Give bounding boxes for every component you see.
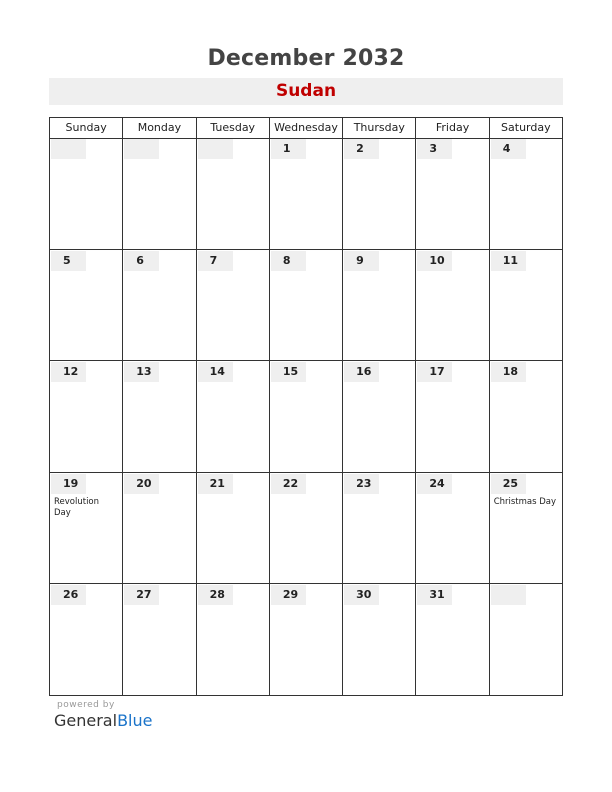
calendar-day-cell [490, 361, 562, 472]
day-number: 12 [51, 362, 86, 382]
calendar-day-cell [343, 250, 416, 361]
calendar-day-cell [123, 361, 196, 472]
calendar-day-cell [197, 250, 270, 361]
day-number: 2 [344, 139, 379, 159]
calendar-day-cell [490, 584, 562, 696]
calendar-day-cell [343, 361, 416, 472]
day-number: 15 [271, 362, 306, 382]
country-banner [49, 78, 563, 105]
day-number: 11 [491, 251, 526, 271]
calendar-day-cell [416, 250, 489, 361]
generalblue-logo[interactable] [54, 711, 152, 730]
day-number: 7 [198, 251, 233, 271]
day-number: 30 [344, 585, 379, 605]
holiday-label: Christmas Day [493, 496, 557, 507]
day-number: 21 [198, 474, 233, 494]
weekday-header-sunday: Sunday [50, 118, 123, 138]
calendar-day-cell [123, 473, 196, 584]
calendar-day-cell [270, 584, 343, 696]
calendar-day-cell [123, 584, 196, 696]
day-number: 3 [417, 139, 452, 159]
day-number: 9 [344, 251, 379, 271]
calendar-day-cell [50, 473, 123, 584]
page-title: December 2032 [207, 46, 405, 71]
day-number: 16 [344, 362, 379, 382]
day-number: 25 [491, 474, 526, 494]
day-number: 27 [124, 585, 159, 605]
weekday-header-monday: Monday [123, 118, 196, 138]
calendar-day-cell [123, 138, 196, 249]
calendar-day-cell [343, 473, 416, 584]
weeks-container [50, 138, 562, 696]
day-number: 4 [491, 139, 526, 159]
calendar-day-cell [416, 473, 489, 584]
weekday-header-saturday: Saturday [501, 121, 551, 134]
weekday-header-wednesday: Wednesday [270, 118, 343, 138]
calendar-day-cell [197, 138, 270, 249]
calendar-day-cell [123, 250, 196, 361]
calendar-day-cell [197, 473, 270, 584]
weekday-header-row [50, 118, 562, 139]
calendar-day-cell [416, 138, 489, 249]
calendar-day-cell [416, 584, 489, 696]
calendar-day-cell [490, 250, 562, 361]
day-number: 19 [51, 474, 86, 494]
weekday-header-friday: Friday [416, 118, 489, 138]
day-number: 6 [124, 251, 159, 271]
day-number: 23 [344, 474, 379, 494]
calendar-day-cell [50, 584, 123, 696]
calendar-day-cell [270, 250, 343, 361]
day-number [124, 139, 159, 159]
calendar-week-row [50, 361, 562, 473]
day-number: 29 [271, 585, 306, 605]
day-number: 20 [124, 474, 159, 494]
calendar-grid [49, 117, 563, 696]
brand-general-text: General [54, 711, 118, 730]
day-number [198, 139, 233, 159]
day-number [51, 139, 86, 159]
day-number: 22 [271, 474, 306, 494]
day-number: 14 [198, 362, 233, 382]
day-number [491, 585, 526, 605]
day-number: 13 [124, 362, 159, 382]
calendar-day-cell [490, 473, 562, 584]
weekday-header-thursday: Thursday [343, 118, 416, 138]
day-number: 28 [198, 585, 233, 605]
calendar-week-row [50, 473, 562, 585]
weekday-header-tuesday: Tuesday [197, 118, 270, 138]
brand-blue-text: Blue [117, 711, 153, 730]
day-number: 5 [51, 251, 86, 271]
calendar-week-row [50, 138, 562, 250]
day-number: 17 [417, 362, 452, 382]
day-number: 10 [417, 251, 452, 271]
calendar-day-cell [270, 138, 343, 249]
calendar-week-row [50, 584, 562, 696]
calendar-week-row [50, 250, 562, 362]
calendar-day-cell [197, 584, 270, 696]
day-number: 31 [417, 585, 452, 605]
calendar-day-cell [197, 361, 270, 472]
calendar-day-cell [50, 250, 123, 361]
calendar-day-cell [490, 138, 562, 249]
day-number: 8 [271, 251, 306, 271]
calendar-day-cell [343, 584, 416, 696]
calendar-day-cell [416, 361, 489, 472]
calendar-day-cell [343, 138, 416, 249]
powered-by-label: powered by [57, 700, 115, 710]
day-number: 18 [491, 362, 526, 382]
calendar-day-cell [270, 361, 343, 472]
calendar-day-cell [50, 138, 123, 249]
day-number: 26 [51, 585, 86, 605]
day-number: 1 [271, 139, 306, 159]
day-number: 24 [417, 474, 452, 494]
country-name: Sudan [275, 81, 337, 101]
holiday-label: Revolution Day [54, 496, 100, 518]
calendar-day-cell [50, 361, 123, 472]
calendar-day-cell [270, 473, 343, 584]
